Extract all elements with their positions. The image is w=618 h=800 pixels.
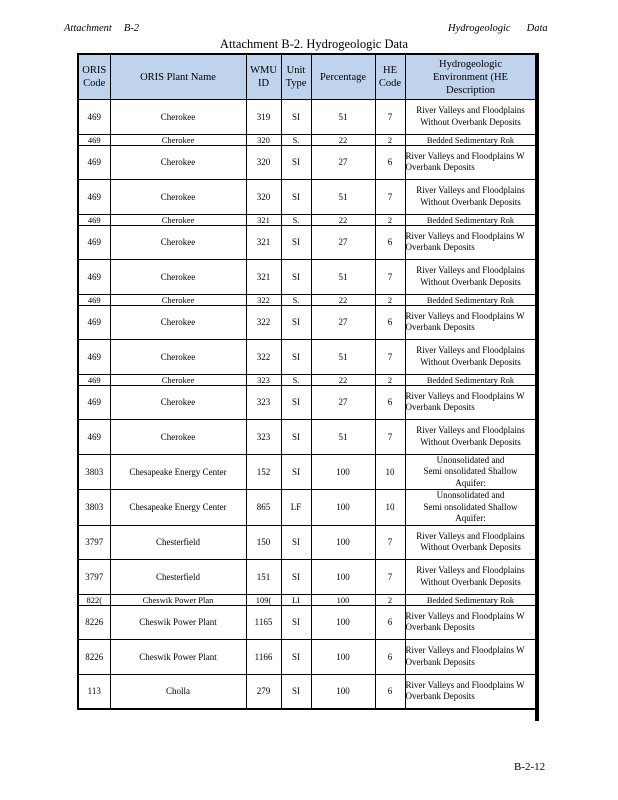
cell-percentage: 27 — [311, 385, 375, 420]
cell-wmu-id: 151 — [246, 560, 281, 595]
table-row — [78, 385, 536, 420]
cell-unit-type: SI — [281, 180, 311, 215]
he-description-line: Aquifer: — [455, 477, 486, 488]
cell-wmu-id: 152 — [246, 454, 281, 490]
cell-he-description — [405, 454, 536, 490]
running-header-right — [448, 23, 548, 34]
cell-he-description — [405, 420, 536, 455]
he-description-line: Bedded Sedimentary Rok — [426, 374, 515, 385]
he-description-line: Without Overbank Deposits — [420, 356, 521, 367]
cell-he-code: 6 — [375, 605, 405, 640]
cell-wmu-id: 319 — [246, 100, 281, 135]
cell-he-description — [405, 640, 536, 675]
cell-he-code: 2 — [375, 294, 405, 305]
he-description-line: Without Overbank Deposits — [420, 276, 521, 287]
cell-oris-code: 8226 — [78, 605, 110, 640]
cell-he-code: 7 — [375, 560, 405, 595]
cell-he-code: 6 — [375, 305, 405, 340]
table-row — [78, 490, 536, 526]
he-description-line: Without Overbank Deposits — [420, 436, 521, 447]
he-description-line: Overbank Deposits — [405, 322, 475, 333]
cell-he-description — [405, 180, 536, 215]
he-description-line: Unonsolidated and — [436, 454, 505, 465]
cell-plant-name: Cherokee — [110, 214, 246, 225]
cell-oris-code: 469 — [78, 145, 110, 180]
cell-unit-type: SI — [281, 605, 311, 640]
cell-percentage: 27 — [311, 145, 375, 180]
cell-unit-type: SI — [281, 145, 311, 180]
cell-plant-name: Cherokee — [110, 134, 246, 145]
cell-he-description — [405, 145, 536, 180]
cell-oris-code: 3803 — [78, 490, 110, 526]
cell-percentage: 100 — [311, 594, 375, 605]
cell-he-code: 2 — [375, 374, 405, 385]
cell-plant-name: Cherokee — [110, 260, 246, 295]
he-description-line: Overbank Deposits — [405, 622, 475, 633]
col-header-unit-type: Unit Type — [281, 54, 311, 100]
cell-oris-code: 469 — [78, 385, 110, 420]
cell-wmu-id: 320 — [246, 145, 281, 180]
cell-percentage: 22 — [311, 374, 375, 385]
cell-oris-code: 469 — [78, 225, 110, 260]
cell-plant-name: Chesapeake Energy Center — [110, 454, 246, 490]
cell-percentage: 27 — [311, 305, 375, 340]
table-row — [78, 294, 536, 305]
cell-oris-code: 3797 — [78, 525, 110, 560]
header-label: Attachment — [64, 23, 112, 34]
cell-plant-name: Cheswik Power Plan — [110, 594, 246, 605]
cell-he-code: 7 — [375, 180, 405, 215]
cell-percentage: 100 — [311, 560, 375, 595]
cell-unit-type: SI — [281, 385, 311, 420]
cell-he-description — [405, 385, 536, 420]
cell-unit-type: LF — [281, 490, 311, 526]
cell-percentage: 100 — [311, 454, 375, 490]
col-header-he-description: Hydrogeologic Environment (HE Description — [405, 54, 536, 100]
cell-oris-code: 469 — [78, 134, 110, 145]
table-row — [78, 374, 536, 385]
cell-plant-name: Cherokee — [110, 305, 246, 340]
cell-plant-name: Cholla — [110, 674, 246, 709]
he-description-line: Semi onsolidated Shallow — [423, 501, 518, 512]
cell-wmu-id: 109( — [246, 594, 281, 605]
cell-plant-name: Chesapeake Energy Center — [110, 490, 246, 526]
cell-he-description — [405, 594, 536, 605]
he-description-line: River Valleys and Floodplains W — [405, 679, 525, 690]
cell-percentage: 51 — [311, 180, 375, 215]
table-row — [78, 420, 536, 455]
cell-oris-code: 469 — [78, 420, 110, 455]
cell-wmu-id: 279 — [246, 674, 281, 709]
cell-he-description — [405, 605, 536, 640]
right-edge-rule — [535, 53, 539, 721]
cell-he-code: 2 — [375, 594, 405, 605]
col-header-he-code: HE Code — [375, 54, 405, 100]
cell-he-code: 7 — [375, 525, 405, 560]
he-description-line: Aquifer: — [455, 513, 486, 523]
cell-oris-code: 469 — [78, 214, 110, 225]
cell-plant-name: Cheswik Power Plant — [110, 640, 246, 675]
table-row — [78, 214, 536, 225]
table-row — [78, 305, 536, 340]
cell-percentage: 100 — [311, 525, 375, 560]
cell-wmu-id: 323 — [246, 385, 281, 420]
cell-he-description — [405, 340, 536, 375]
cell-unit-type: SI — [281, 640, 311, 675]
he-description-line: River Valleys and Floodplains — [416, 265, 525, 276]
cell-percentage: 22 — [311, 134, 375, 145]
header-code: B-2 — [123, 23, 139, 34]
cell-wmu-id: 1165 — [246, 605, 281, 640]
col-header-percentage: Percentage — [311, 54, 375, 100]
cell-wmu-id: 321 — [246, 260, 281, 295]
cell-he-code: 6 — [375, 385, 405, 420]
cell-oris-code: 469 — [78, 180, 110, 215]
cell-percentage: 100 — [311, 674, 375, 709]
cell-he-description — [405, 525, 536, 560]
cell-plant-name: Cherokee — [110, 225, 246, 260]
table-row — [78, 145, 536, 180]
cell-he-description — [405, 294, 536, 305]
cell-he-description — [405, 305, 536, 340]
cell-wmu-id: 865 — [246, 490, 281, 526]
cell-unit-type: SI — [281, 560, 311, 595]
cell-unit-type: SI — [281, 525, 311, 560]
cell-percentage: 51 — [311, 340, 375, 375]
table-row — [78, 605, 536, 640]
table-row — [78, 454, 536, 490]
cell-plant-name: Cherokee — [110, 180, 246, 215]
cell-unit-type: LI — [281, 594, 311, 605]
he-description-line: Overbank Deposits — [405, 656, 475, 667]
table-row — [78, 260, 536, 295]
he-description-line: River Valleys and Floodplains W — [405, 150, 525, 161]
cell-wmu-id: 323 — [246, 374, 281, 385]
cell-wmu-id: 322 — [246, 340, 281, 375]
table-title: Attachment B-2. Hydrogeologic Data — [219, 37, 409, 51]
cell-plant-name: Cherokee — [110, 294, 246, 305]
cell-percentage: 51 — [311, 420, 375, 455]
cell-oris-code: 822( — [78, 594, 110, 605]
cell-wmu-id: 321 — [246, 225, 281, 260]
cell-wmu-id: 323 — [246, 420, 281, 455]
table-row — [78, 525, 536, 560]
cell-plant-name: Chesterfield — [110, 560, 246, 595]
cell-he-description — [405, 134, 536, 145]
cell-he-code: 10 — [375, 454, 405, 490]
cell-percentage: 51 — [311, 100, 375, 135]
he-description-line: Bedded Sedimentary Rok — [426, 134, 515, 145]
table-row — [78, 640, 536, 675]
cell-plant-name: Cherokee — [110, 385, 246, 420]
cell-he-code: 6 — [375, 674, 405, 709]
hydrogeologic-table — [77, 53, 537, 710]
he-description-line: River Valleys and Floodplains W — [405, 230, 525, 241]
cell-he-description — [405, 260, 536, 295]
table-row — [78, 100, 536, 135]
he-description-line: Without Overbank Deposits — [420, 196, 521, 207]
table-row — [78, 134, 536, 145]
he-description-line: River Valleys and Floodplains W — [405, 610, 525, 621]
cell-percentage: 100 — [311, 605, 375, 640]
cell-he-code: 2 — [375, 214, 405, 225]
cell-he-code: 6 — [375, 640, 405, 675]
cell-plant-name: Cherokee — [110, 374, 246, 385]
cell-plant-name: Cheswik Power Plant — [110, 605, 246, 640]
table-row — [78, 225, 536, 260]
cell-percentage: 51 — [311, 260, 375, 295]
cell-oris-code: 3797 — [78, 560, 110, 595]
he-description-line: Overbank Deposits — [405, 691, 475, 702]
cell-oris-code: 8226 — [78, 640, 110, 675]
he-description-line: River Valleys and Floodplains — [416, 345, 525, 356]
table-row — [78, 674, 536, 709]
cell-oris-code: 3803 — [78, 454, 110, 490]
he-description-line: Bedded Sedimentary Rok — [426, 294, 515, 305]
cell-percentage: 100 — [311, 490, 375, 526]
he-description-line: River Valleys and Floodplains — [416, 425, 525, 436]
table-row — [78, 560, 536, 595]
cell-oris-code: 469 — [78, 260, 110, 295]
cell-unit-type: S. — [281, 374, 311, 385]
cell-he-code: 2 — [375, 134, 405, 145]
cell-unit-type: SI — [281, 340, 311, 375]
cell-he-description — [405, 560, 536, 595]
cell-unit-type: S. — [281, 294, 311, 305]
he-description-line: River Valleys and Floodplains — [416, 530, 525, 541]
cell-wmu-id: 320 — [246, 180, 281, 215]
header-row — [78, 54, 536, 100]
cell-plant-name: Chesterfield — [110, 525, 246, 560]
cell-he-description — [405, 100, 536, 135]
col-header-oris-code: ORIS Code — [78, 54, 110, 100]
cell-he-description — [405, 490, 536, 526]
cell-unit-type: SI — [281, 225, 311, 260]
cell-he-code: 6 — [375, 225, 405, 260]
he-description-line: River Valleys and Floodplains — [416, 565, 525, 576]
table-body — [78, 100, 536, 710]
cell-wmu-id: 1166 — [246, 640, 281, 675]
cell-plant-name: Cherokee — [110, 340, 246, 375]
cell-oris-code: 469 — [78, 340, 110, 375]
cell-he-description — [405, 225, 536, 260]
cell-he-code: 7 — [375, 340, 405, 375]
cell-unit-type: SI — [281, 674, 311, 709]
he-description-line: Overbank Deposits — [405, 162, 475, 173]
cell-wmu-id: 320 — [246, 134, 281, 145]
cell-he-code: 10 — [375, 490, 405, 526]
cell-unit-type: S. — [281, 214, 311, 225]
table-row — [78, 180, 536, 215]
he-description-line: Semi onsolidated Shallow — [423, 466, 518, 476]
he-description-line: Without Overbank Deposits — [420, 542, 521, 553]
cell-percentage: 22 — [311, 214, 375, 225]
cell-oris-code: 469 — [78, 374, 110, 385]
cell-wmu-id: 322 — [246, 294, 281, 305]
cell-plant-name: Cherokee — [110, 420, 246, 455]
cell-he-code: 7 — [375, 420, 405, 455]
cell-oris-code: 113 — [78, 674, 110, 709]
cell-he-code: 7 — [375, 260, 405, 295]
page-number: B-2-12 — [514, 761, 546, 773]
he-description-line: River Valleys and Floodplains — [416, 105, 525, 116]
he-description-line: River Valleys and Floodplains — [416, 185, 525, 196]
cell-he-code: 6 — [375, 145, 405, 180]
cell-he-description — [405, 674, 536, 709]
hydrogeologic-table-container — [77, 53, 539, 721]
cell-wmu-id: 150 — [246, 525, 281, 560]
cell-unit-type: SI — [281, 305, 311, 340]
col-header-wmu-id: WMU ID — [246, 54, 281, 100]
cell-plant-name: Cherokee — [110, 145, 246, 180]
he-description-line: Bedded Sedimentary Rok — [426, 594, 515, 605]
he-description-line: Without Overbank Deposits — [420, 116, 521, 127]
cell-wmu-id: 322 — [246, 305, 281, 340]
running-header-left — [64, 23, 139, 34]
cell-percentage: 22 — [311, 294, 375, 305]
cell-percentage: 27 — [311, 225, 375, 260]
he-description-line: River Valleys and Floodplains W — [405, 645, 525, 656]
cell-unit-type: SI — [281, 100, 311, 135]
cell-percentage: 100 — [311, 640, 375, 675]
he-description-line: Bedded Sedimentary Rok — [426, 214, 515, 225]
cell-unit-type: SI — [281, 454, 311, 490]
he-description-line: River Valleys and Floodplains W — [405, 310, 525, 321]
cell-he-description — [405, 374, 536, 385]
cell-oris-code: 469 — [78, 100, 110, 135]
cell-unit-type: SI — [281, 260, 311, 295]
table-row — [78, 594, 536, 605]
cell-unit-type: SI — [281, 420, 311, 455]
col-header-plant-name: ORIS Plant Name — [110, 54, 246, 100]
cell-he-description — [405, 214, 536, 225]
cell-oris-code: 469 — [78, 305, 110, 340]
he-description-line: Unonsolidated and — [436, 490, 505, 500]
he-description-line: River Valleys and Floodplains W — [405, 390, 525, 401]
cell-wmu-id: 321 — [246, 214, 281, 225]
cell-unit-type: S. — [281, 134, 311, 145]
cell-he-code: 7 — [375, 100, 405, 135]
table-row — [78, 340, 536, 375]
he-description-line: Without Overbank Deposits — [420, 576, 521, 587]
cell-oris-code: 469 — [78, 294, 110, 305]
cell-plant-name: Cherokee — [110, 100, 246, 135]
he-description-line: Overbank Deposits — [405, 242, 475, 253]
he-description-line: Overbank Deposits — [405, 402, 475, 413]
header-right-label: Hydrogeologic — [448, 23, 511, 34]
header-right-label2: Data — [526, 23, 548, 34]
